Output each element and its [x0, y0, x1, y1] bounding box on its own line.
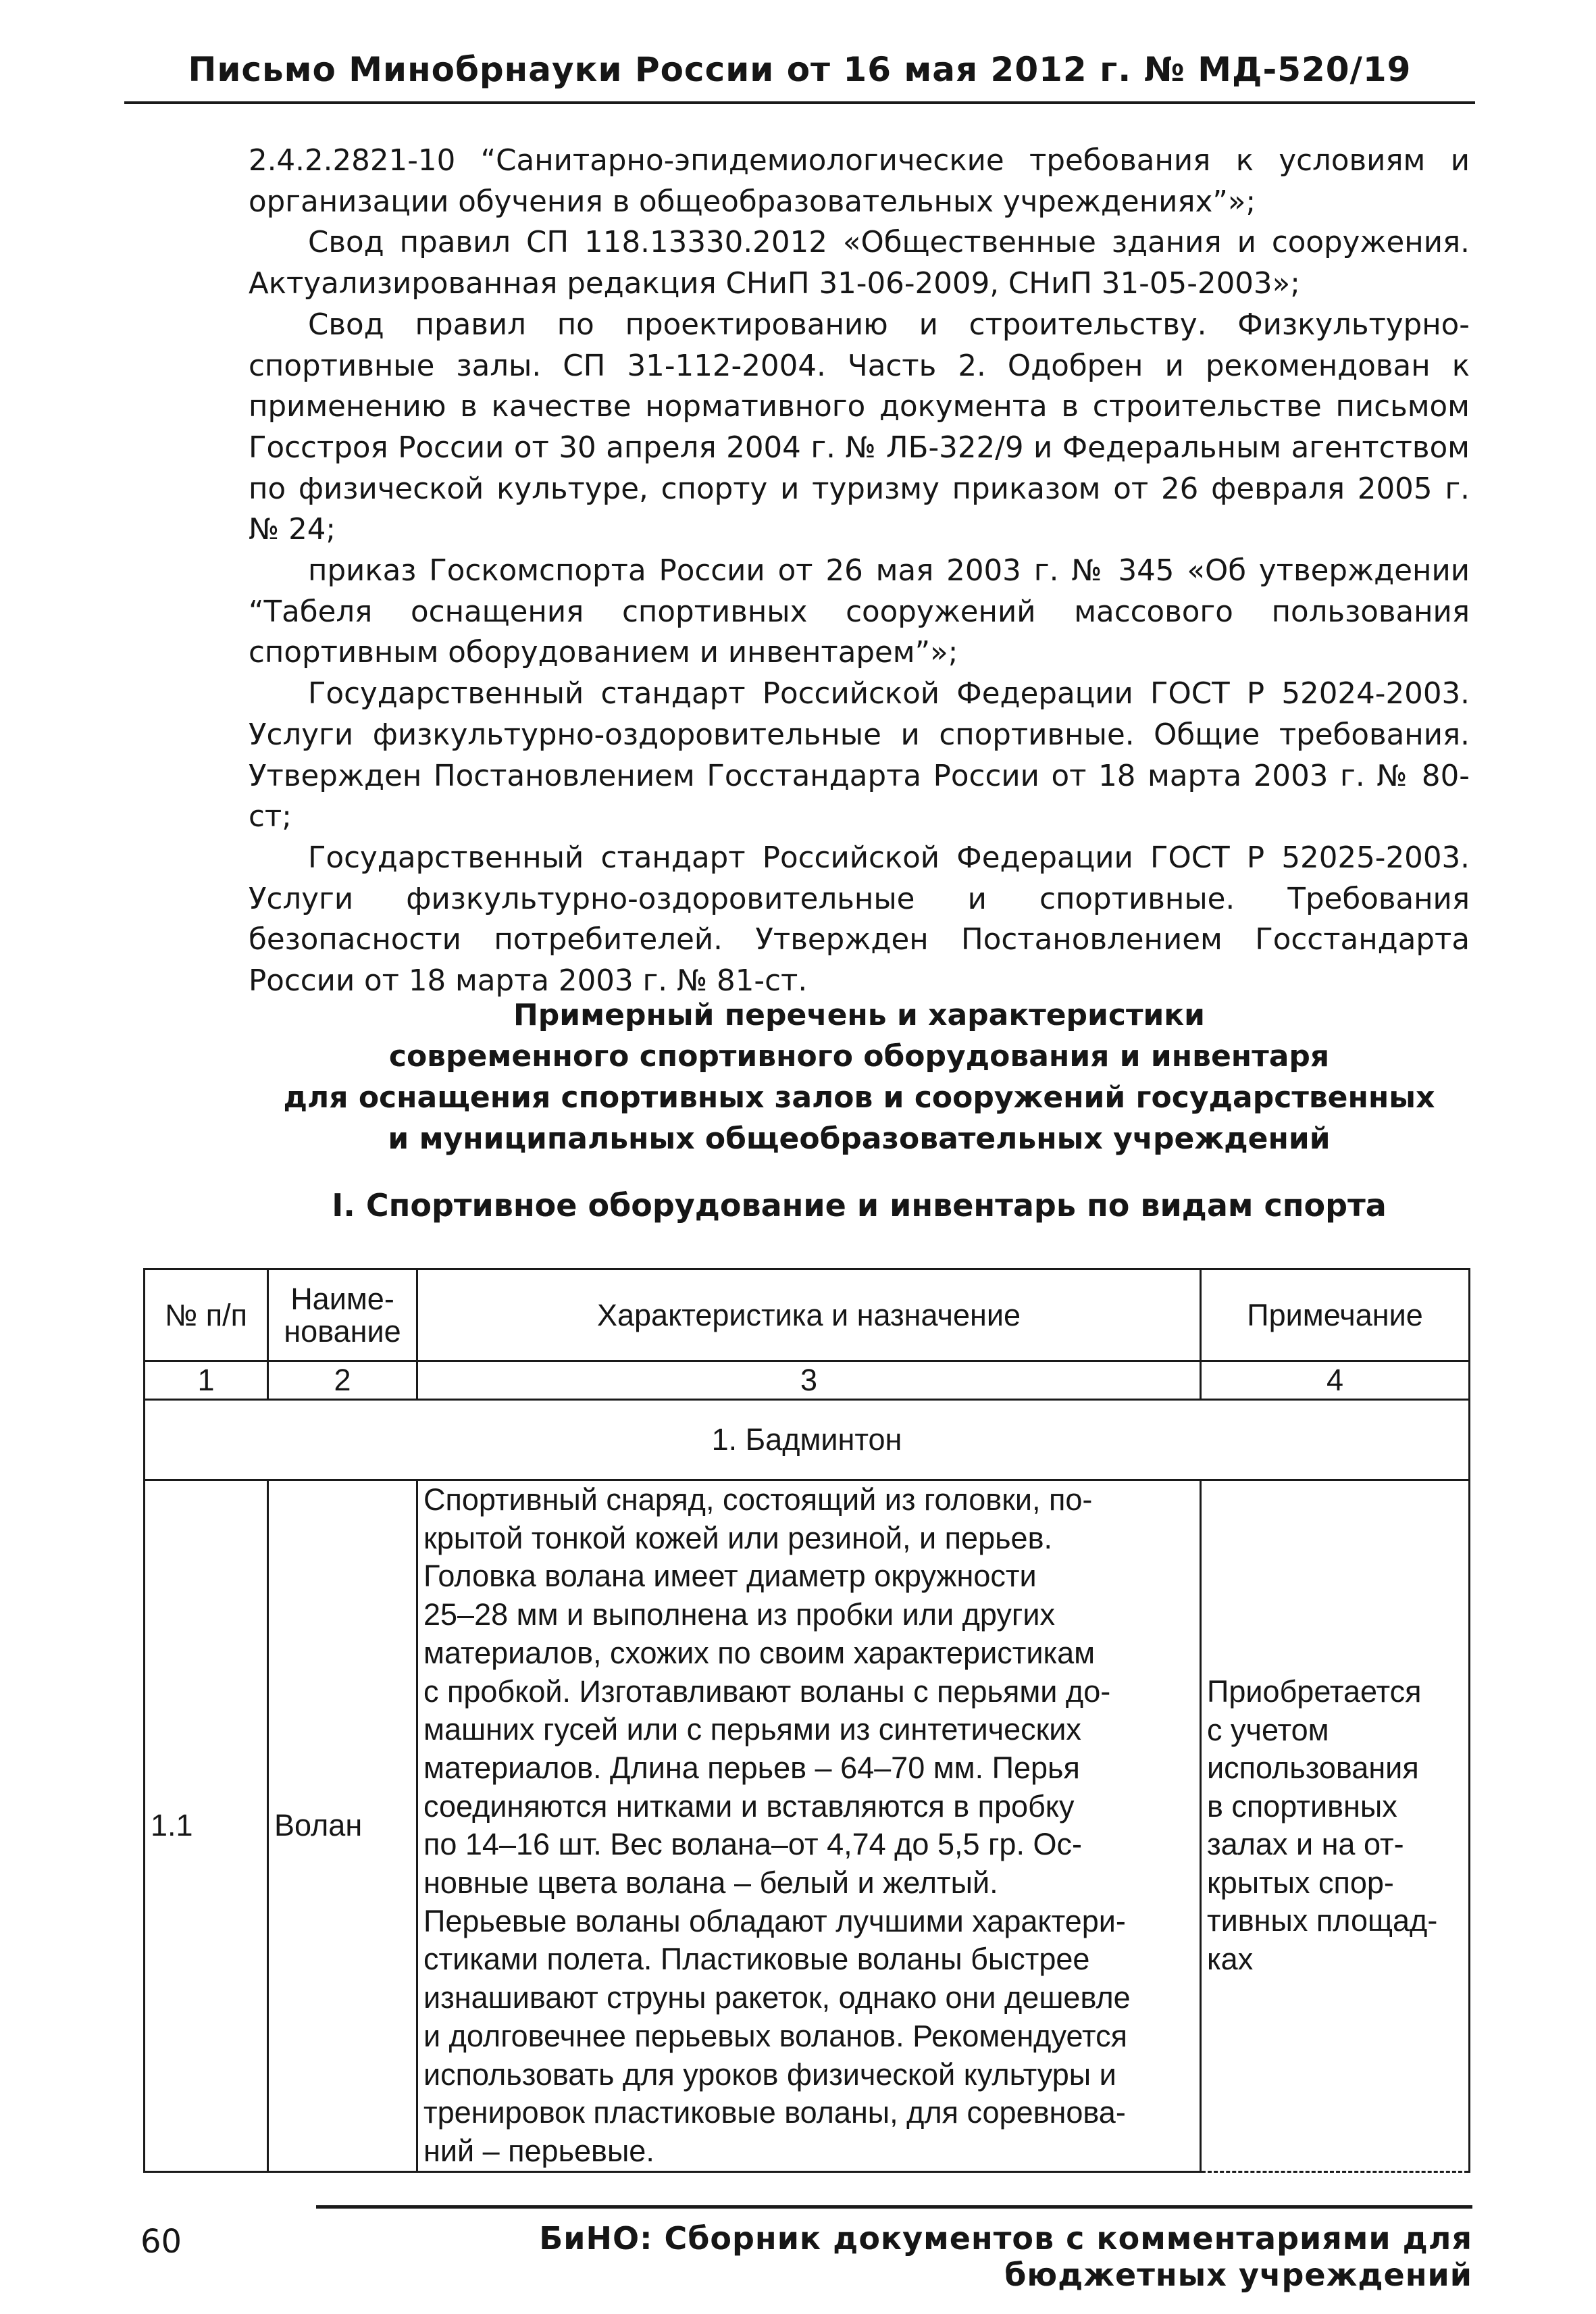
- note-line: ках: [1207, 1941, 1254, 1976]
- description-line: использовать для уроков физической культуры и: [423, 2057, 1116, 2092]
- header-description: Характеристика и назначение: [417, 1269, 1201, 1361]
- row-num: 1.1: [145, 1480, 268, 2172]
- header-name-line: Наиме-: [290, 1281, 394, 1316]
- table-row: [145, 1480, 1470, 2172]
- paragraph: Свод правил по проектированию и строительству. Физкультурно-спортивные залы. СП 31-112-2004. Часть 2. Одобрен и рекомендован к применению в качестве нормативного документа в строительстве письмом Госстроя России от 30 апреля 2004 г. № ЛБ-322/9 и Федеральным агентством по физической культуре, спорту и туризму приказом от 26 февраля 2005 г. № 24;: [249, 307, 1470, 547]
- description-line: ний – перьевые.: [423, 2133, 654, 2168]
- paragraph: Государственный стандарт Российской Федерации ГОСТ Р 52024-2003. Услуги физкультурно-оздоровительные и спортивные. Общие требования. Утвержден Постановлением Госстандарта России от 18 марта 2003 г. № 80-ст;: [249, 677, 1470, 834]
- header-divider: [124, 101, 1475, 104]
- note-line: тивных площад-: [1207, 1903, 1438, 1938]
- column-number: 1: [145, 1361, 268, 1400]
- note-line: в спортивных: [1207, 1788, 1397, 1823]
- footer-divider: [316, 2205, 1472, 2209]
- row-note: [1201, 1480, 1470, 2172]
- column-number: 4: [1201, 1361, 1470, 1400]
- column-number: 2: [268, 1361, 417, 1400]
- header-num: № п/п: [145, 1269, 268, 1361]
- description-line: материалов, схожих по своим характеристикам: [423, 1635, 1096, 1670]
- title-line: и муниципальных общеобразовательных учреждений: [388, 1122, 1331, 1156]
- description-line: соединяются нитками и вставляются в пробку: [423, 1788, 1075, 1823]
- description-line: материалов. Длина перьев – 64–70 мм. Перья: [423, 1750, 1080, 1785]
- row-name: Волан: [268, 1480, 417, 2172]
- title-line: Примерный перечень и характеристики: [513, 998, 1205, 1032]
- description-line: новные цвета волана – белый и желтый.: [423, 1865, 998, 1901]
- description-line: и долговечнее перьевых воланов. Рекомендуется: [423, 2018, 1127, 2053]
- header-name-line: нование: [284, 1313, 401, 1349]
- equipment-table: [143, 1268, 1470, 2173]
- paragraph: Государственный стандарт Российской Федерации ГОСТ Р 52025-2003. Услуги физкультурно-оздоровительные и спортивные. Требования безопасности потребителей. Утвержден Постановлением Госстандарта России от 18 марта 2003 г. № 81-ст.: [249, 840, 1470, 999]
- section-subtitle: I. Спортивное оборудование и инвентарь по видам спорта: [332, 1187, 1387, 1224]
- description-line: с пробкой. Изготавливают воланы с перьями до-: [423, 1674, 1111, 1709]
- description-line: тренировок пластиковые воланы, для соревнова-: [423, 2095, 1126, 2130]
- note-line: Приобретается: [1207, 1674, 1422, 1709]
- note-line: с учетом: [1207, 1712, 1329, 1747]
- page-header: Письмо Минобрнауки России от 16 мая 2012 г. № МД-520/19: [188, 50, 1412, 89]
- table-header-row: [145, 1269, 1470, 1361]
- note-line: залах и на от-: [1207, 1827, 1404, 1862]
- description-line: изнашивают струны ракеток, однако они дешевле: [423, 1980, 1131, 2015]
- section-title: [249, 995, 1470, 1159]
- description-line: стиками полета. Пластиковые воланы быстрее: [423, 1942, 1090, 1977]
- header-name: [268, 1269, 417, 1361]
- description-line: Спортивный снаряд, состоящий из головки, по-: [423, 1482, 1093, 1517]
- column-number-row: [145, 1361, 1470, 1400]
- page-number: 60: [140, 2223, 182, 2261]
- description-line: крытой тонкой кожей или резиной, и перьев.: [423, 1520, 1052, 1555]
- paragraph: 2.4.2.2821-10 “Санитарно-эпидемиологические требования к условиям и организации обучения в общеобразовательных учреждениях”»;: [249, 144, 1470, 219]
- column-number: 3: [417, 1361, 1201, 1400]
- description-line: 25–28 мм и выполнена из пробки или других: [423, 1597, 1055, 1632]
- footer-title: БиНО: Сборник документов с комментариями для бюджетных учреждений: [539, 2220, 1472, 2293]
- description-line: машних гусей или с перьями из синтетических: [423, 1712, 1081, 1747]
- section-label: 1. Бадминтон: [145, 1400, 1470, 1480]
- description-line: Головка волана имеет диаметр окружности: [423, 1559, 1037, 1594]
- title-line: современного спортивного оборудования и инвентаря: [388, 1039, 1330, 1074]
- body-text: [249, 141, 1470, 1002]
- paragraph: Свод правил СП 118.13330.2012 «Общественные здания и сооружения. Актуализированная редакция СНиП 31-06-2009, СНиП 31-05-2003»;: [249, 226, 1470, 301]
- header-note: Примечание: [1201, 1269, 1470, 1361]
- note-line: крытых спор-: [1207, 1865, 1394, 1900]
- row-description: [417, 1480, 1201, 2172]
- note-line: использования: [1207, 1751, 1419, 1786]
- paragraph: приказ Госкомспорта России от 26 мая 2003 г. № 345 «Об утверждении “Табеля оснащения спортивных сооружений массового пользования спортивным оборудованием и инвентарем”»;: [249, 554, 1470, 670]
- section-row: [145, 1400, 1470, 1480]
- description-line: Перьевые воланы обладают лучшими характери-: [423, 1903, 1126, 1938]
- title-line: для оснащения спортивных залов и сооружений государственных: [283, 1080, 1435, 1115]
- description-line: по 14–16 шт. Вес волана–от 4,74 до 5,5 гр. Ос-: [423, 1827, 1082, 1862]
